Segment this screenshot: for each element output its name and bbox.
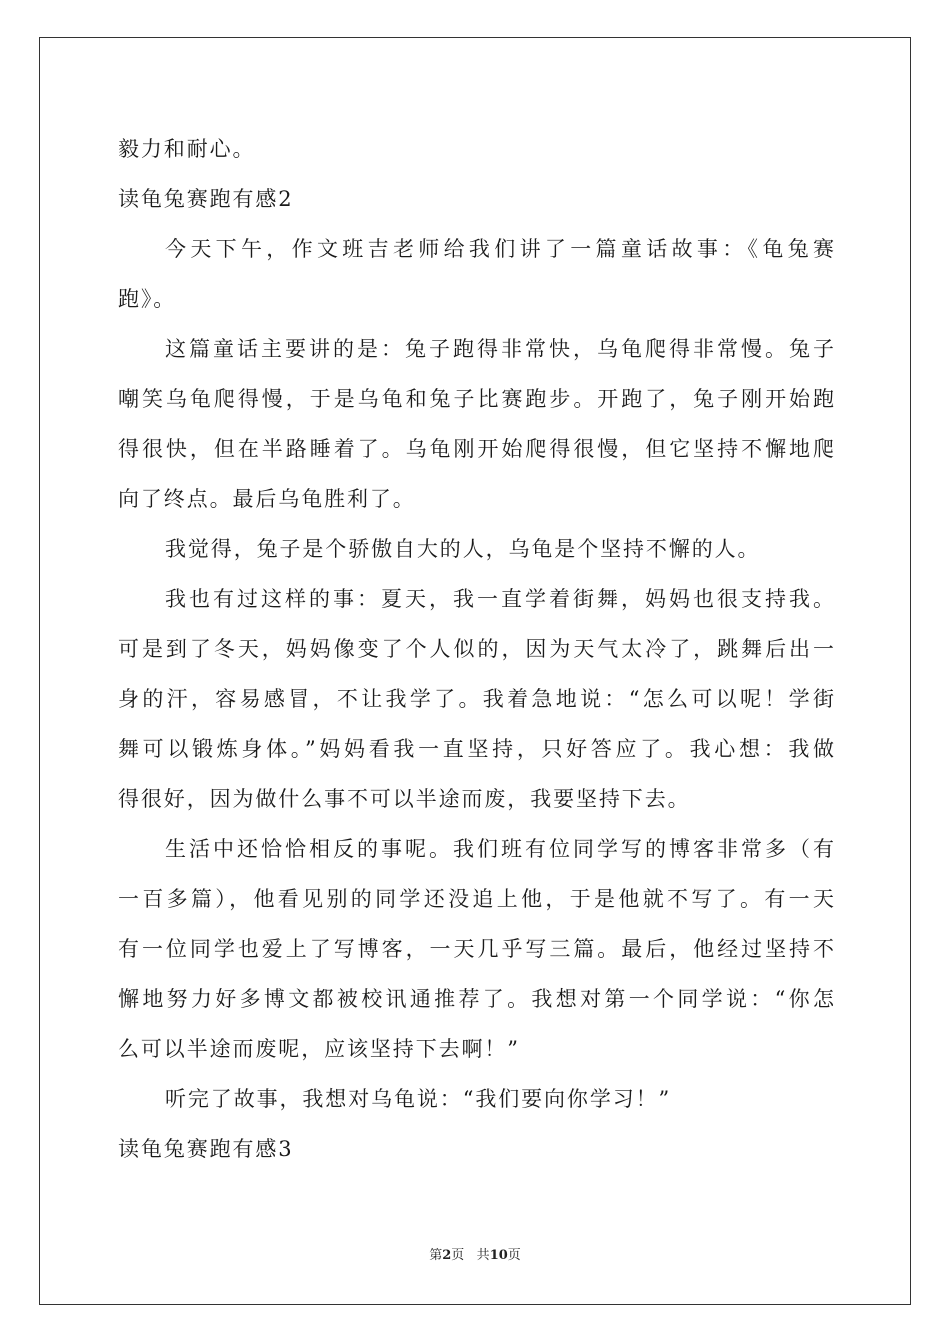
section-heading: 读龟兔赛跑有感3 [118, 1137, 294, 1161]
text-line: 我觉得，兔子是个骄傲自大的人，乌龟是个坚持不懈的人。 [165, 537, 761, 561]
text-line: 舞可以锻炼身体。”妈妈看我一直坚持，只好答应了。我心想：我做 [118, 737, 834, 761]
text-line: 么可以半途而废呢，应该坚持下去啊！” [118, 1037, 520, 1061]
text-line: 懈地努力好多博文都被校讯通推荐了。我想对第一个同学说：“你怎 [118, 987, 834, 1011]
text-line: 生活中还恰恰相反的事呢。我们班有位同学写的博客非常多（有 [165, 837, 834, 861]
text-line: 我也有过这样的事：夏天，我一直学着街舞，妈妈也很支持我。 [165, 587, 834, 611]
page-footer [0, 1247, 950, 1265]
text-line: 得很好，因为做什么事不可以半途而废，我要坚持下去。 [118, 787, 691, 811]
total-suffix: 页 [507, 1248, 521, 1263]
text-line: 听完了故事，我想对乌龟说：“我们要向你学习！” [165, 1087, 672, 1111]
text-line: 毅力和耐心。 [118, 137, 256, 161]
text-line: 跑》。 [118, 287, 177, 311]
text-line: 身的汗，容易感冒，不让我学了。我着急地说：“怎么可以呢！学街 [118, 687, 834, 711]
total-prefix: 共 [476, 1248, 490, 1263]
text-line: 有一位同学也爱上了写博客，一天几乎写三篇。最后，他经过坚持不 [118, 937, 834, 961]
page-number: 2 [442, 1248, 452, 1263]
text-line: 向了终点。最后乌龟胜利了。 [118, 487, 416, 511]
text-line: 一百多篇），他看见别的同学还没追上他，于是他就不写了。有一天 [118, 887, 834, 911]
page-border [39, 37, 911, 1305]
page-suffix: 页 [451, 1248, 465, 1263]
text-line: 今天下午，作文班吉老师给我们讲了一篇童话故事：《龟兔赛 [165, 237, 834, 261]
text-line: 可是到了冬天，妈妈像变了个人似的，因为天气太冷了，跳舞后出一 [118, 637, 834, 661]
text-line: 这篇童话主要讲的是：兔子跑得非常快，乌龟爬得非常慢。兔子 [165, 337, 834, 361]
page-prefix: 第 [429, 1248, 443, 1263]
text-line: 得很快，但在半路睡着了。乌龟刚开始爬得很慢，但它坚持不懈地爬 [118, 437, 834, 461]
section-heading: 读龟兔赛跑有感2 [118, 187, 294, 211]
text-line: 嘲笑乌龟爬得慢，于是乌龟和兔子比赛跑步。开跑了，兔子刚开始跑 [118, 387, 834, 411]
total-pages: 10 [489, 1248, 508, 1263]
